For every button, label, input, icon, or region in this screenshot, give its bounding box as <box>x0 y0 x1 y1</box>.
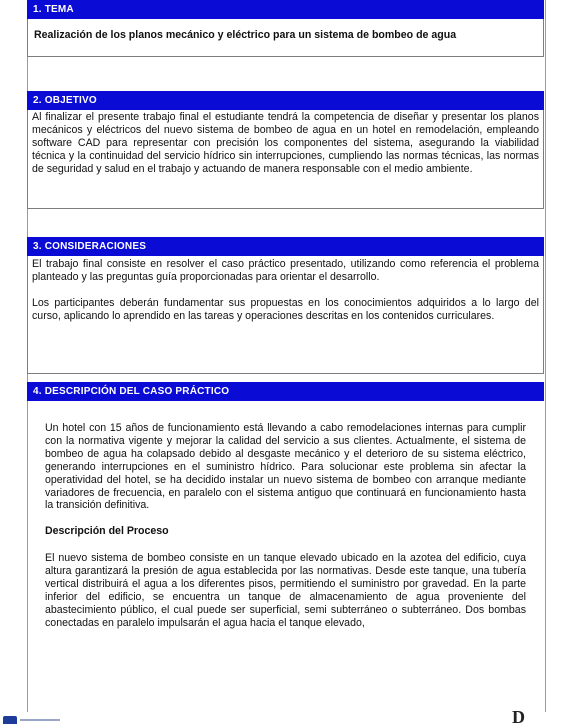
footer-letter: D <box>512 707 525 727</box>
objetivo-text: Al finalizar el presente trabajo final el estudiante tendrá la competencia de diseñar y presentar los planos mecánicos y eléctricos del nuevo sistema de bombeo de agua en un hotel en remodelación, empleando software CAD para representar con precisión los componentes del sistema, asegurando la viabilidad técnica y la continuidad del servicio hídrico sin interrupciones, cumpliendo las normas técnicas, las normas de seguridad y salud en el trabajo y actuando de manera responsable con el medio ambiente. <box>32 111 539 175</box>
section-header-tema: 1. TEMA <box>27 0 544 19</box>
section-consideraciones <box>27 237 544 374</box>
descripcion-paragraph-2: El nuevo sistema de bombeo consiste en un tanque elevado ubicado en la azotea del edificio, cuya altura garantizará la presión de agua establecida por las normativas. Desde este tanque, una tubería vertical distribuirá el agua a los diferentes pisos, permitiendo el suministro por gravedad. En la parte inferior del edificio, se encuentra un tanque de almacenamiento de agua proveniente del abastecimiento público, el cual puede ser superficial, semi subterráneo o subterráneo. Dos bombas conectadas en paralelo impulsarán el agua hacia el tanque elevado, <box>45 552 526 629</box>
footer-logo-icon <box>3 716 17 724</box>
section-objetivo <box>27 91 544 209</box>
section-header-consideraciones: 3. CONSIDERACIONES <box>27 237 544 256</box>
section-header-objetivo: 2. OBJETIVO <box>27 91 544 110</box>
footer-rule <box>20 719 60 721</box>
descripcion-subheading: Descripción del Proceso <box>45 525 169 538</box>
section-tema <box>27 0 544 57</box>
consideraciones-paragraph-2: Los participantes deberán fundamentar sus propuestas en los conocimientos adquiridos a lo largo del curso, aplicando lo aprendido en las tareas y operaciones descritas en los contenidos curriculares. <box>32 297 539 322</box>
tema-text: Realización de los planos mecánico y eléctrico para un sistema de bombeo de agua <box>34 29 457 41</box>
section-header-descripcion: 4. DESCRIPCIÓN DEL CASO PRÁCTICO <box>27 382 544 401</box>
section-descripcion <box>27 382 544 630</box>
descripcion-paragraph-1: Un hotel con 15 años de funcionamiento está llevando a cabo remodelaciones internas para cumplir con la normativa vigente y mejorar la calidad del servicio a sus clientes. Actualmente, el sistema de bombeo de agua ha colapsado debido al desgaste mecánico y el deterioro de su sistema eléctrico, generando interrupciones en el suministro hídrico. Para solucionar este problema sin afectar la operatividad del hotel, se ha decidido instalar un nuevo sistema de bombeo con arranque mediante variadores de frecuencia, en paralelo con el sistema antiguo que continuará en funcionamiento hasta la transición definitiva. <box>45 422 526 512</box>
consideraciones-paragraph-1: El trabajo final consiste en resolver el caso práctico presentado, utilizando como referencia el problema planteado y las preguntas guía proporcionadas para orientar el desarrollo. <box>32 258 539 283</box>
